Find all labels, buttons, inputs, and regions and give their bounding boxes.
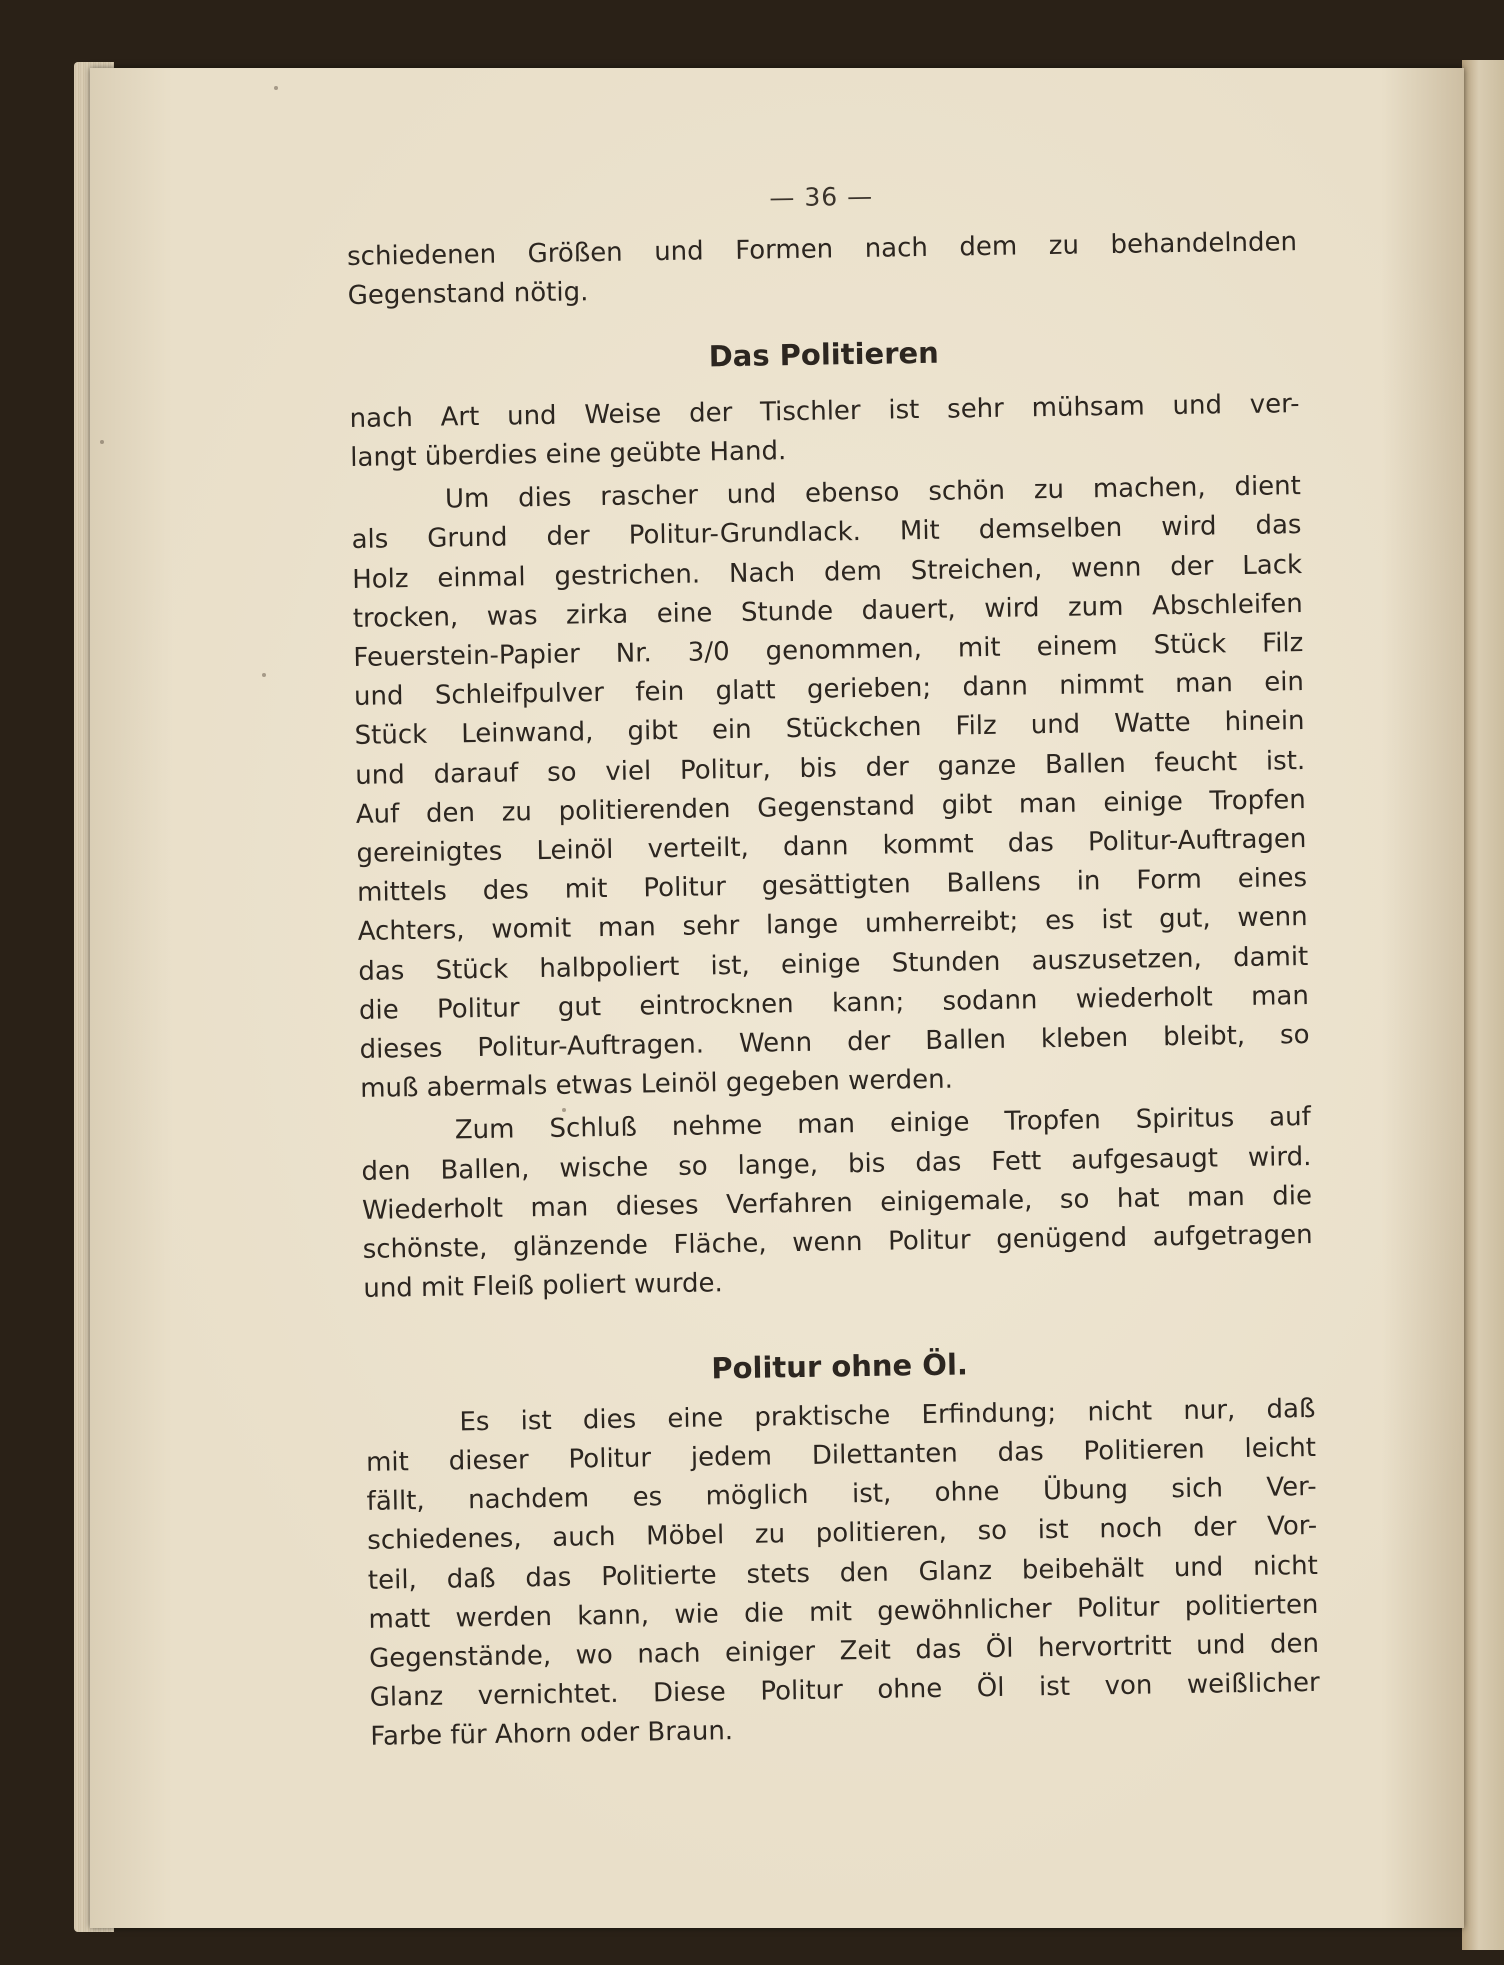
text-line: Stück Leinwand, gibt ein Stückchen Filz und Watte hinein	[354, 706, 1305, 752]
text-line: Auf den zu politierenden Gegenstand gibt man einige Tropfen	[355, 784, 1307, 830]
text-line: muß abermals etwas Leinöl gegeben werden.	[359, 1064, 954, 1105]
text-line: nach Art und Weise der Tischler ist sehr mühsam und ver-	[349, 388, 1300, 434]
paragraph	[349, 385, 1300, 478]
text-line: Gegenstand nötig.	[347, 277, 589, 312]
text-line: schiedenes, auch Möbel zu politieren, so ist noch der Vor-	[367, 1511, 1318, 1557]
text-line: und darauf so viel Politur, bis der ganze Ballen feucht ist.	[355, 745, 1306, 791]
text-line: und Schleifpulver fein glatt gerieben; dann nimmt man ein	[353, 667, 1305, 713]
text-line: Wiederholt man dieses Verfahren einigemale, so hat man die	[361, 1180, 1313, 1226]
text-line: schiedenen Größen und Formen nach dem zu behandelnden	[346, 227, 1298, 273]
text-line: als Grund der Politur-Grundlack. Mit demselben wird das	[351, 510, 1302, 556]
text-line: mittels des mit Politur gesättigten Ballens in Form eines	[356, 863, 1308, 909]
text-line: den Ballen, wische so lange, bis das Fett aufgesaugt wird.	[361, 1141, 1312, 1187]
section-heading-politieren: Das Politieren	[708, 335, 940, 373]
text-line: und mit Fleiß poliert wurde.	[363, 1268, 724, 1305]
paragraph	[361, 1098, 1314, 1309]
paragraph	[351, 467, 1311, 1109]
section-heading-politur-ohne-oel: Politur ohne Öl.	[711, 1347, 969, 1386]
intro-paragraph	[347, 223, 1298, 316]
text-line: fällt, nachdem es möglich ist, ohne Übung sich Ver-	[366, 1472, 1317, 1517]
text-line: Achters, womit man sehr lange umherreibt; es ist gut, wenn	[357, 902, 1308, 948]
paper-speck	[262, 673, 266, 677]
paper-speck	[100, 440, 104, 444]
text-line: Es ist dies eine praktische Erfindung; nicht nur, daß	[459, 1393, 1316, 1438]
text-line: Glanz vernichtet. Diese Politur ohne Öl ist von weißlicher	[369, 1668, 1320, 1713]
text-line: schönste, glänzende Fläche, wenn Politur genügend aufgetragen	[362, 1220, 1313, 1265]
text-line: mit dieser Politur jedem Dilettanten das Politieren leicht	[365, 1432, 1317, 1478]
page-number: — 36 —	[769, 181, 874, 213]
text-line: Zum Schluß nehme man einige Tropfen Spiritus auf	[454, 1102, 1312, 1146]
text-line: matt werden kann, wie die mit gewöhnlicher Politur politierten	[368, 1589, 1319, 1635]
page-content	[346, 170, 1321, 1761]
text-line: Feuerstein-Papier Nr. 3/0 genommen, mit einem Stück Filz	[353, 628, 1304, 673]
paper-speck	[274, 86, 278, 90]
paragraph	[365, 1390, 1320, 1758]
text-line: gereinigtes Leinöl verteilt, dann kommt das Politur-Auftragen	[356, 824, 1307, 869]
text-line: die Politur gut eintrocknen kann; sodann wiederholt man	[358, 980, 1310, 1026]
text-line: trocken, was zirka eine Stunde dauert, wird zum Abschleifen	[352, 588, 1303, 634]
text-line: teil, daß das Politierte stets den Glanz beibehält und nicht	[367, 1550, 1319, 1596]
text-line: das Stück halbpoliert ist, einige Stunden auszusetzen, damit	[358, 941, 1309, 987]
facing-page-edge	[1462, 60, 1504, 1950]
text-line: Gegenstände, wo nach einiger Zeit das Öl hervortritt und den	[368, 1628, 1320, 1674]
text-line: Um dies rascher und ebenso schön zu machen, dient	[444, 471, 1302, 515]
text-line: Farbe für Ahorn oder Braun.	[370, 1716, 734, 1753]
text-line: Holz einmal gestrichen. Nach dem Streichen, wenn der Lack	[351, 549, 1303, 595]
text-line: langt überdies eine geübte Hand.	[350, 436, 787, 473]
text-line: dieses Politur-Auftragen. Wenn der Ballen kleben bleibt, so	[359, 1020, 1310, 1065]
